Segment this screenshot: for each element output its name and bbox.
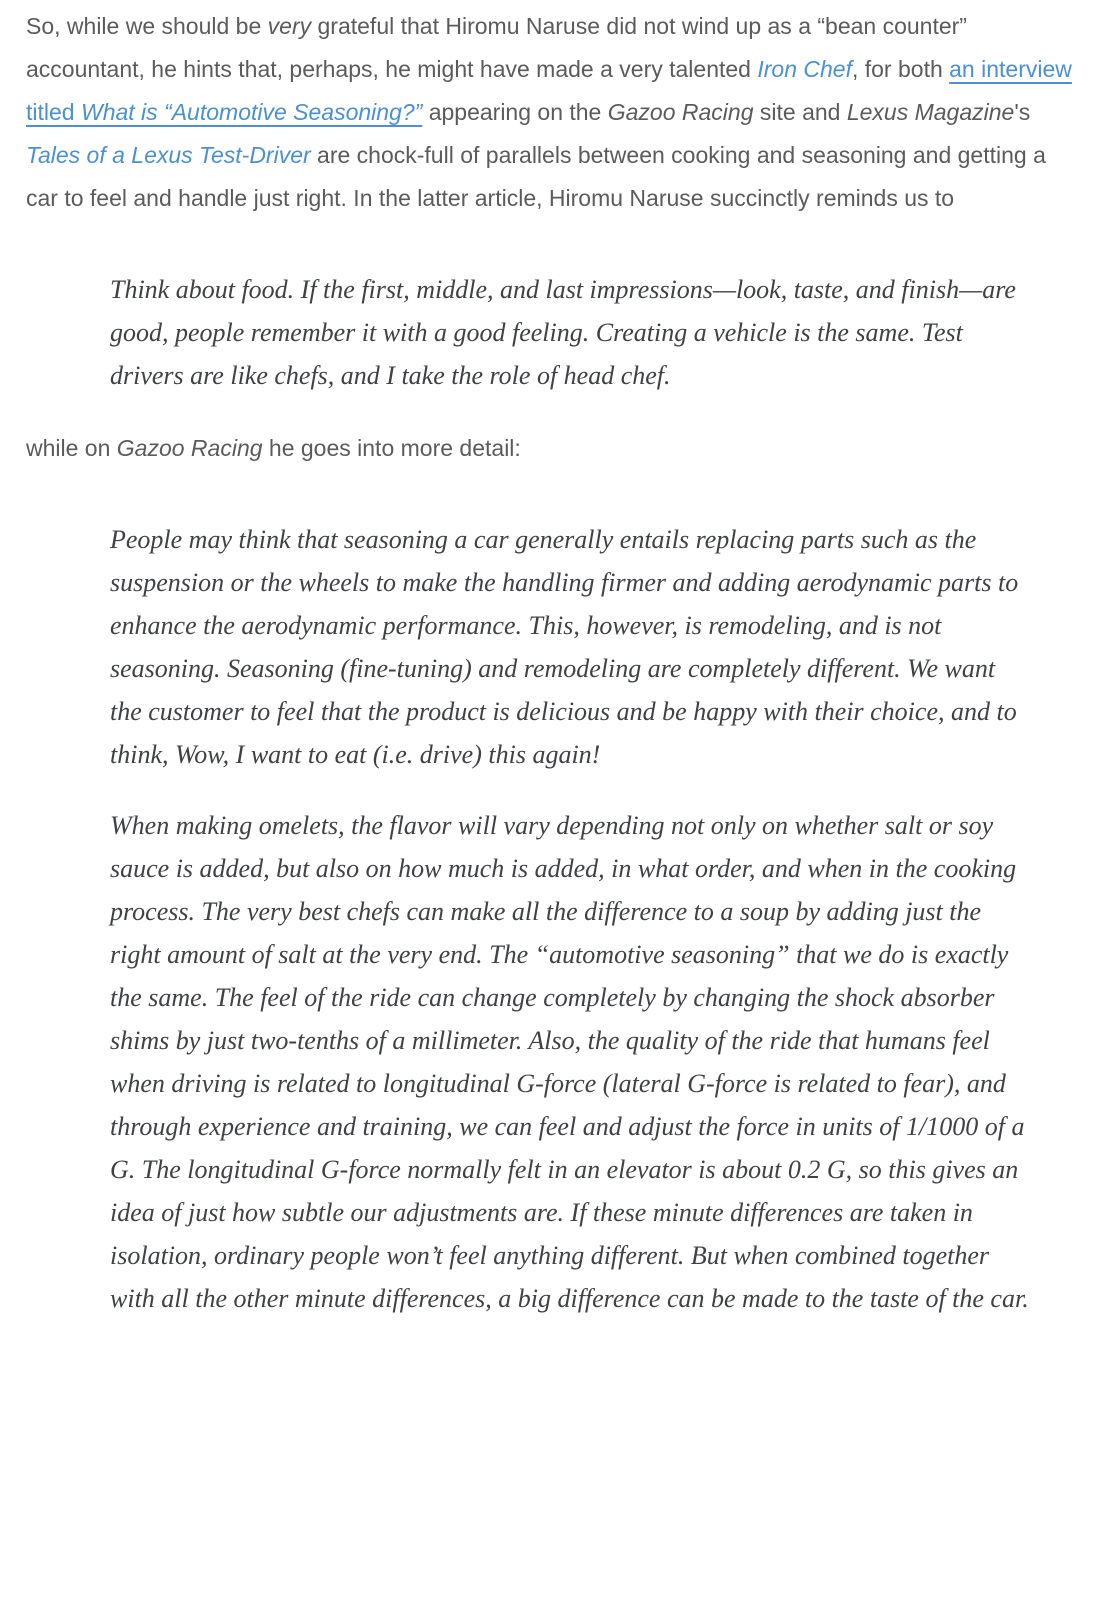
intro-text-middle: grateful that Hiromu Naruse did not wind up as a “bean counter” accountant, he hints that, perhaps, he might have made a very talented <box>26 13 967 82</box>
text-apostrophe-s: 's <box>1014 99 1031 125</box>
lead-in-text-start: while on <box>26 435 117 461</box>
text-appearing-on: appearing on the <box>422 99 608 125</box>
link-tales-of-a-lexus-test-driver[interactable]: Tales of a Lexus Test-Driver <box>26 142 311 168</box>
link-interview-italic-part[interactable]: What is “Automotive Seasoning?” <box>80 99 423 125</box>
emphasis-very: very <box>267 13 312 39</box>
blockquote-naruse-food <box>110 268 1032 397</box>
link-interview-plain-part[interactable]: an interview titled <box>26 56 1072 125</box>
intro-text-start: So, while we should be <box>26 13 268 39</box>
intro-text-end: are chock-full of parallels between cooking and seasoning and getting a car to feel and handle just right. In the latter article, Hiromu Naruse succinctly reminds us to <box>26 142 1046 211</box>
blockquote-gazoo-seasoning <box>110 518 1032 1320</box>
quote-seasoning-paragraph-1: People may think that seasoning a car generally entails replacing parts such as the suspension or the wheels to make the handling firmer and adding aerodynamic parts to enhance the aerodynamic performance. This, however, is remodeling, and is not seasoning. Seasoning (fine-tuning) and remodeling are completely different. We want the customer to feel that the product is delicious and be happy with their choice, and to think, Wow, I want to eat (i.e. drive) this again! <box>110 525 1019 769</box>
link-iron-chef[interactable]: Iron Chef <box>757 56 852 82</box>
intro-paragraph <box>26 5 1072 220</box>
lexus-magazine-title: Lexus Magazine <box>846 99 1015 125</box>
lead-in-text-end: he goes into more detail: <box>262 435 521 461</box>
quote-seasoning-paragraph-2: When making omelets, the flavor will vary depending not only on whether salt or soy sauce is added, but also on how much is added, in what order, and when in the cooking process. The very best chefs can make all the difference to a soup by adding just the right amount of salt at the very end. The “automotive seasoning” that we do is exactly the same. The feel of the ride can change completely by changing the shock absorber shims by just two-tenths of a millimeter. Also, the quality of the ride that humans feel when driving is related to longitudinal G-force (lateral G-force is related to fear), and through experience and training, we can feel and adjust the force in units of 1/1000 of a G. The longitudinal G-force normally felt in an elevator is about 0.2 G, so this gives an idea of just how subtle our adjustments are. If these minute differences are taken in isolation, ordinary people won’t feel anything different. But when combined together with all the other minute differences, a big difference can be made to the taste of the car. <box>110 811 1029 1313</box>
text-site-and: site and <box>753 99 847 125</box>
gazoo-racing-title: Gazoo Racing <box>116 435 263 461</box>
lead-in-paragraph <box>26 427 1072 470</box>
quote-food-paragraph: Think about food. If the first, middle, and last impressions—look, taste, and finish—are good, people remember it with a good feeling. Creating a vehicle is the same. Test drivers are like chefs, and I take the role of head chef. <box>110 275 1016 390</box>
text-for-both: , for both <box>851 56 950 82</box>
gazoo-racing-title: Gazoo Racing <box>607 99 754 125</box>
